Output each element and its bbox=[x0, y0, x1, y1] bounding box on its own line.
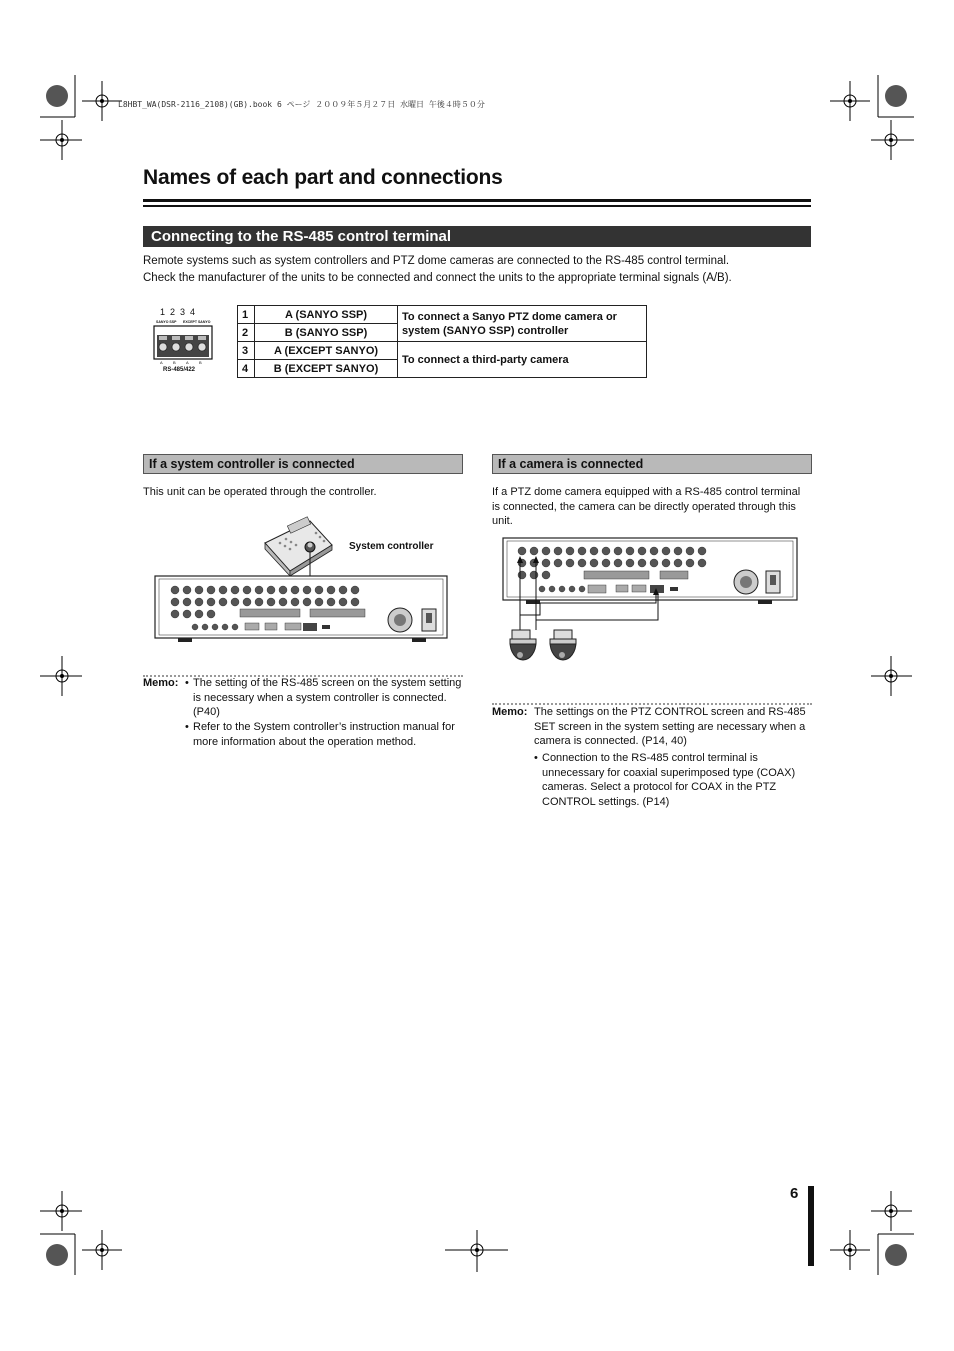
right-subheading-bar bbox=[492, 454, 812, 474]
terminal-caption: RS-485/422 bbox=[163, 367, 196, 373]
left-subheading-bar bbox=[143, 454, 463, 474]
table-cell-signal: B (EXCEPT SANYO) bbox=[255, 360, 398, 378]
dome-camera-1 bbox=[510, 630, 536, 660]
title-rule-thin bbox=[143, 205, 811, 207]
table-cell-desc-sanyo: To connect a Sanyo PTZ dome camera or system (SANYO SSP) controller bbox=[398, 306, 647, 342]
terminal-letter-a1: A bbox=[160, 360, 163, 365]
left-memo-item-text: The setting of the RS-485 screen on the system setting is necessary when a system controller is connected. (P40) bbox=[193, 677, 462, 718]
terminal-label-sanyo: SANYO SSP bbox=[156, 320, 177, 324]
table-cell-num: 2 bbox=[238, 324, 255, 342]
section-heading: Connecting to the RS-485 control terminal bbox=[151, 228, 452, 245]
camera-connection-illustration bbox=[500, 535, 800, 680]
page-number: 6 bbox=[790, 1185, 799, 1202]
terminal-block-icon bbox=[153, 325, 215, 361]
terminal-letter-b2: B bbox=[199, 360, 202, 365]
right-subheading: If a camera is connected bbox=[498, 457, 644, 471]
terminal-letter-a2: A bbox=[186, 360, 189, 365]
left-memo-item-text: Refer to the System controller’s instruction manual for more information about the operation method. bbox=[193, 721, 455, 748]
table-row bbox=[238, 306, 647, 324]
left-body-text: This unit can be operated through the controller. bbox=[143, 486, 377, 498]
left-subheading: If a system controller is connected bbox=[149, 457, 355, 471]
right-body-text: If a PTZ dome camera equipped with a RS-485 control terminal is connected, the camera can be directly operated through this unit. bbox=[492, 486, 801, 527]
terminal-label-except: EXCEPT SANYO bbox=[183, 320, 211, 324]
system-controller-label: System controller bbox=[349, 541, 434, 552]
system-controller-illustration bbox=[150, 513, 455, 645]
terminal-block-diagram bbox=[153, 307, 215, 377]
file-header-line: L8HBT_WA(DSR-2116_2108)(GB).book 6 ページ ２００９年５月２７日 水曜日 午後４時５０分 bbox=[118, 100, 485, 109]
table-row bbox=[238, 342, 647, 360]
table-cell-num: 4 bbox=[238, 360, 255, 378]
intro-line-1: Remote systems such as system controllers and PTZ dome cameras are connected to the RS-485 control terminal. bbox=[143, 255, 730, 267]
intro-line-2: Check the manufacturer of the units to be connected and connect the units to the appropriate terminal signals (A/B). bbox=[143, 272, 732, 284]
right-memo-item-text: Connection to the RS-485 control terminal is unnecessary for coaxial superimposed type (COAX) cameras. Select a protocol for COAX in the PTZ CONTROL settings. (P14) bbox=[542, 752, 796, 808]
section-heading-bar bbox=[143, 226, 811, 247]
page-title: Names of each part and connections bbox=[143, 166, 503, 189]
table-cell-signal: A (EXCEPT SANYO) bbox=[255, 342, 398, 360]
page-edge-bar bbox=[808, 1186, 814, 1266]
table-cell-signal: B (SANYO SSP) bbox=[255, 324, 398, 342]
left-memo-item: • Refer to the System controller’s instruction manual for more information about the operation method. bbox=[185, 721, 455, 748]
section-intro bbox=[143, 253, 811, 287]
table-cell-desc-third: To connect a third-party camera bbox=[398, 342, 647, 378]
table-cell-signal: A (SANYO SSP) bbox=[255, 306, 398, 324]
left-memo-label: Memo: bbox=[143, 677, 179, 689]
left-memo-item: • The setting of the RS-485 screen on the system setting is necessary when a system controller is connected. (P40) bbox=[185, 677, 462, 718]
right-memo-label: Memo: bbox=[492, 706, 528, 718]
title-rule bbox=[143, 199, 811, 202]
terminal-letter-b1: B bbox=[173, 360, 176, 365]
dome-camera-2 bbox=[550, 630, 576, 660]
terminal-pin-numbers: 1 2 3 4 bbox=[160, 307, 196, 317]
table-cell-num: 1 bbox=[238, 306, 255, 324]
controller-device bbox=[265, 517, 332, 576]
terminal-table bbox=[237, 305, 647, 378]
right-memo-item: • Connection to the RS-485 control terminal is unnecessary for coaxial superimposed type (COAX) cameras. Select a protocol for COAX in the PTZ CONTROL settings. (P14) bbox=[534, 752, 796, 808]
right-memo-intro: The settings on the PTZ CONTROL screen and RS-485 SET screen in the system setting are necessary when a camera is connected. (P14, 40) bbox=[534, 706, 806, 747]
table-cell-num: 3 bbox=[238, 342, 255, 360]
